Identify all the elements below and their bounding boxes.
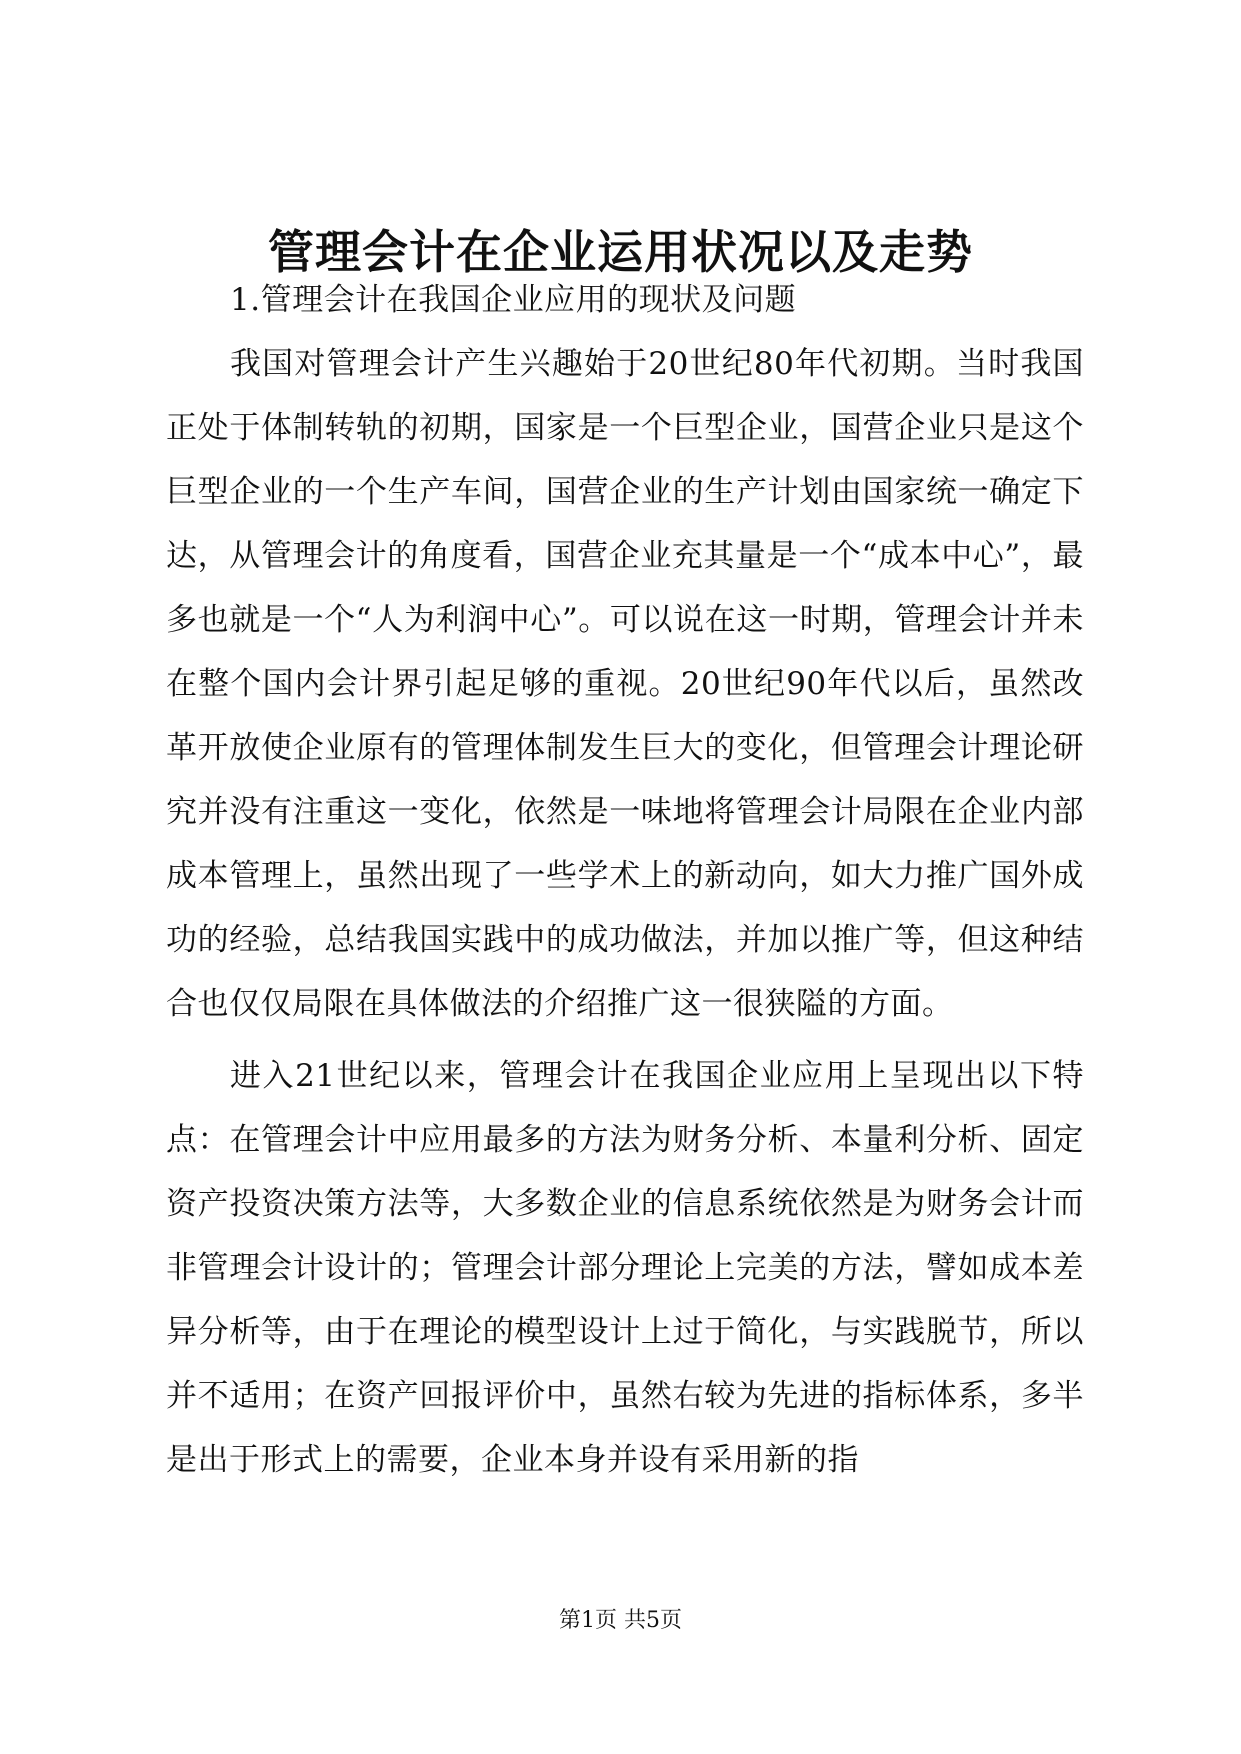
page-footer: 第1页 共5页	[559, 1608, 682, 1633]
document-title: 管理会计在企业运用状况以及走势	[268, 225, 973, 279]
document-body	[166, 268, 1084, 1492]
paragraph: 我国对管理会计产生兴趣始于20世纪80年代初期。当时我国正处于体制转轨的初期，国家是一个巨型企业，国营企业只是这个巨型企业的一个生产车间，国营企业的生产计划由国家统一确定下达，从管理会计的角度看，国营企业充其量是一个“成本中心”，最多也就是一个“人为利润中心”。可以说在这一时期，管理会计并未在整个国内会计界引起足够的重视。20世纪90年代以后，虽然改革开放使企业原有的管理体制发生巨大的变化，但管理会计理论研究并没有注重这一变化，依然是一味地将管理会计局限在企业内部成本管理上，虽然出现了一些学术上的新动向，如大力推广国外成功的经验，总结我国实践中的成功做法，并加以推广等，但这种结合也仅仅局限在具体做法的介绍推广这一很狭隘的方面。	[166, 346, 1084, 1022]
section-heading: 1.管理会计在我国企业应用的现状及问题	[230, 282, 797, 318]
paragraph: 进入21世纪以来，管理会计在我国企业应用上呈现出以下特点：在管理会计中应用最多的方法为财务分析、本量利分析、固定资产投资决策方法等，大多数企业的信息系统依然是为财务会计而非管理会计设计的；管理会计部分理论上完美的方法，譬如成本差异分析等，由于在理论的模型设计上过于简化，与实践脱节，所以并不适用；在资产回报评价中，虽然右较为先进的指标体系，多半是出于形式上的需要，企业本身并设有采用新的指	[166, 1058, 1084, 1478]
